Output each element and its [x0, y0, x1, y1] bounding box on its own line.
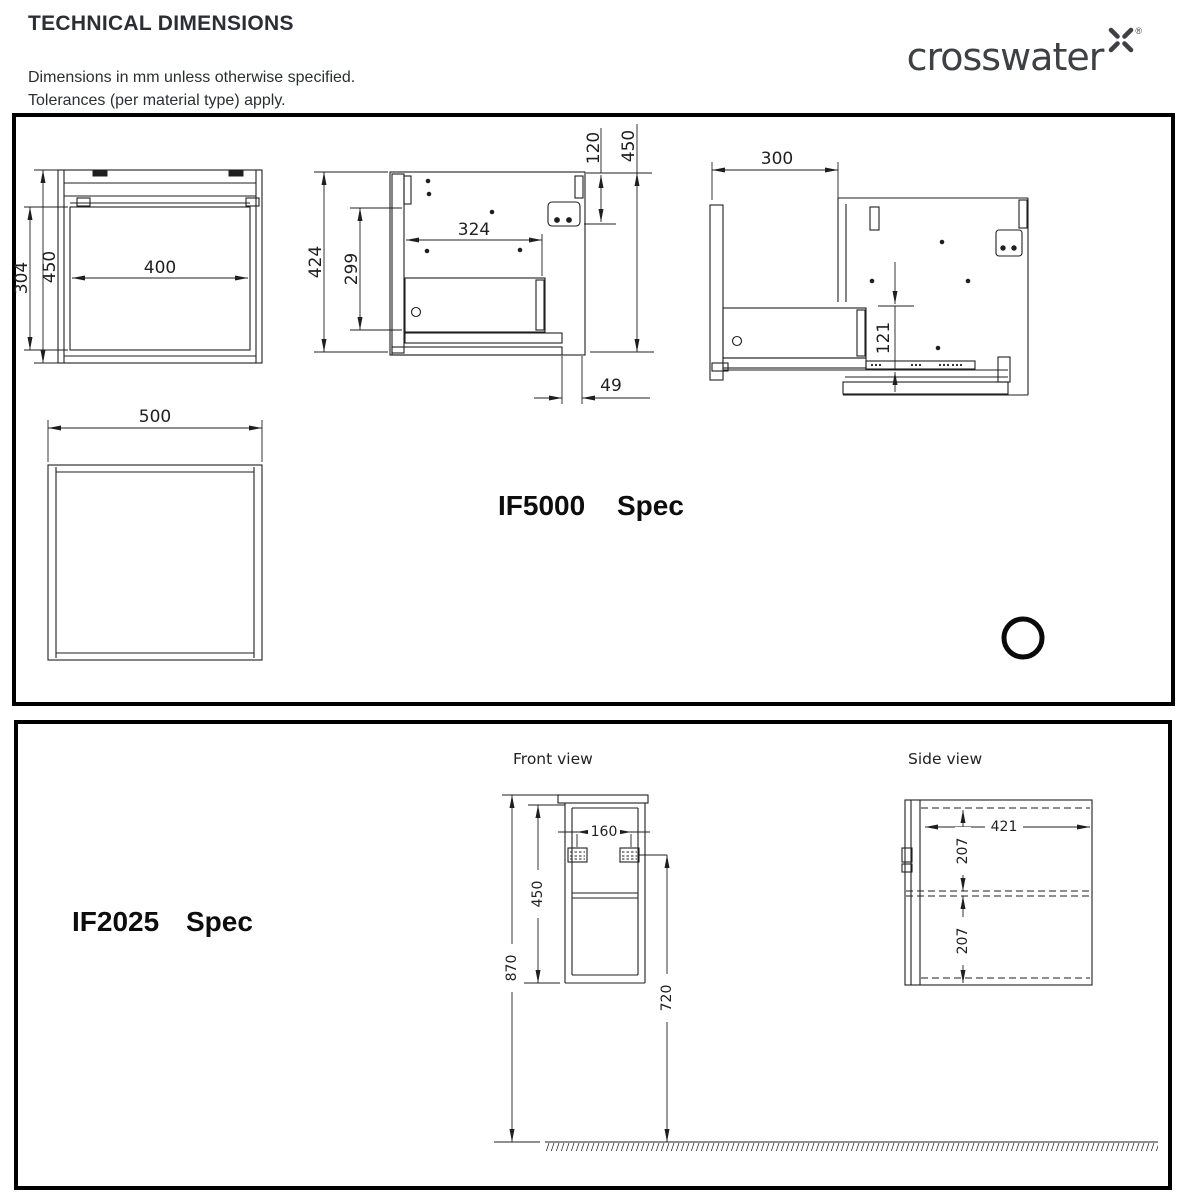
if2025-model-label: IF2025 [72, 906, 160, 937]
if5000-front-view-drawing [12, 170, 262, 363]
dim-top-fixing-offset: 120 [584, 131, 604, 165]
if5000-model-label: IF5000 [498, 490, 586, 521]
front-view-label: Front view [513, 750, 593, 768]
page-title: TECHNICAL DIMENSIONS [28, 12, 294, 35]
side-view-label: Side view [908, 750, 983, 768]
wall-bracket-right [620, 848, 639, 862]
if5000-pullout-view-drawing [710, 149, 1028, 395]
registered-trademark: ® [1135, 26, 1142, 36]
dim-base-setback: 49 [600, 376, 622, 396]
dim-carcass-height: 450 [530, 880, 546, 908]
dim-inner-depth: 324 [457, 220, 491, 240]
circle-symbol [1004, 619, 1042, 657]
if2025-spec-label: Spec [186, 906, 253, 937]
if2025-front-view-drawing [494, 795, 675, 1142]
dim-fixing-height-from-floor: 720 [659, 984, 675, 1012]
hinge-bracket [548, 202, 580, 226]
subtitle-tolerances: Tolerances (per material type) apply. [28, 92, 286, 109]
drawer-extended [723, 308, 866, 358]
drawer-runner-clip-left [77, 198, 90, 206]
dim-runner-height: 121 [874, 321, 894, 355]
back-wall-hatch [392, 174, 404, 353]
if2025-side-view-drawing [902, 800, 1092, 985]
dim-inner-width: 400 [143, 258, 177, 278]
dim-overall-height-right: 450 [619, 129, 639, 163]
top-panel [558, 795, 648, 803]
hinge-bracket [996, 230, 1022, 256]
dim-overall-depth: 421 [990, 819, 1018, 835]
if2025-panel [16, 722, 1170, 1188]
dim-overall-height-from-floor: 870 [504, 954, 520, 982]
if5000-plan-view-drawing [48, 407, 262, 660]
drawer-runner-clip-right [246, 198, 259, 206]
if5000-section-view-drawing [306, 124, 654, 404]
dim-overall-height: 424 [306, 245, 326, 279]
subtitle-units: Dimensions in mm unless otherwise specified. [28, 69, 356, 86]
dim-wall-clearance: 300 [760, 149, 794, 169]
dim-overall-height: 450 [40, 250, 60, 284]
dim-lower-section: 207 [955, 927, 971, 955]
if2025-panel-border [16, 722, 1170, 1188]
dim-upper-section: 207 [955, 837, 971, 865]
if5000-panel [12, 115, 1173, 704]
wall-hatch [710, 205, 723, 380]
ground-line [545, 1142, 1158, 1151]
fixing-hole [412, 308, 421, 317]
dim-overall-width: 500 [138, 407, 172, 427]
wall-bracket-left [568, 848, 587, 862]
drawer-box [405, 278, 545, 332]
if5000-spec-label: Spec [617, 490, 684, 521]
runner-holes [871, 364, 962, 366]
dim-inner-height: 299 [342, 252, 362, 286]
dim-opening-height: 304 [12, 261, 32, 295]
dim-fixing-centres: 160 [590, 824, 618, 840]
logo-text: crosswater [906, 35, 1104, 79]
